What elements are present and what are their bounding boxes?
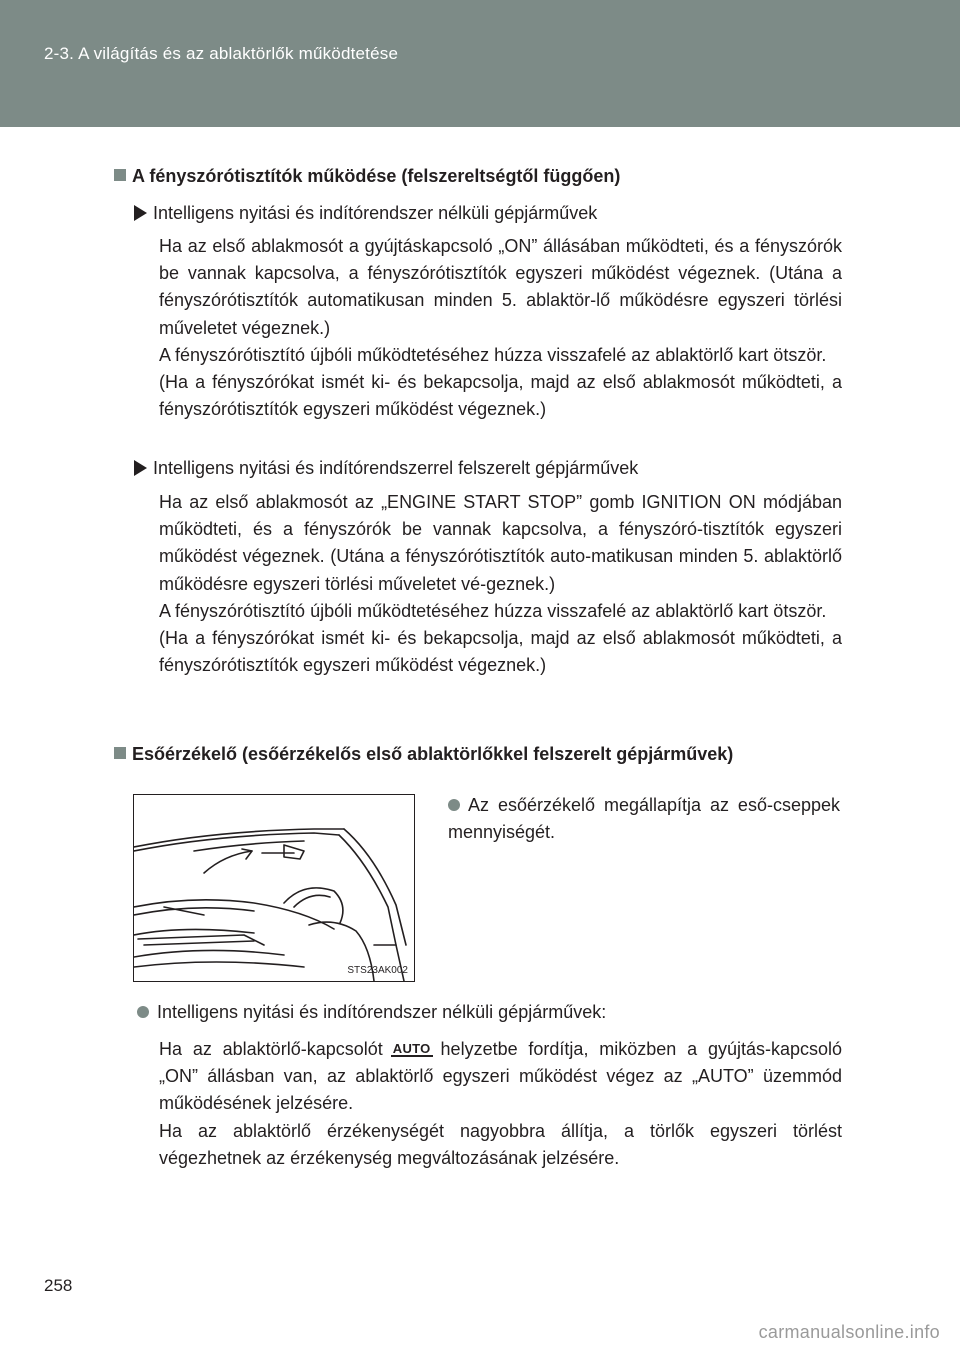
- paragraph-line: Ha az ablaktörlő érzékenységét nagyobbra állítja, a törlők egyszeri törlést végezhetnek az érzékenység megváltozásának jelzésére.: [159, 1120, 842, 1168]
- bullet-without-smart-key: [137, 999, 606, 1026]
- auto-switch-icon: AUTO: [392, 1041, 431, 1056]
- paragraph-without-smart-key: [159, 233, 842, 423]
- paragraph-line: A fényszórótisztító újbóli működtetéséhez húzza visszafelé az ablaktörlő kart ötször.: [159, 600, 827, 621]
- triangle-arrow-icon: [134, 460, 147, 476]
- subheading-without-smart-key: [134, 203, 597, 224]
- caption-text: Az esőérzékelő megállapítja az eső-cseppek mennyiségét.: [448, 795, 840, 842]
- watermark: carmanualsonline.info: [758, 1322, 940, 1342]
- figure-code: STS23AK002: [347, 965, 408, 976]
- section-title-text: A fényszórótisztítók működése (felszereltségtől függően): [132, 166, 621, 186]
- subheading-text: Intelligens nyitási és indítórendszerrel felszerelt gépjárművek: [153, 458, 639, 478]
- section-title-rain-sensor: [114, 744, 733, 765]
- subheading-text: Intelligens nyitási és indítórendszer nélküli gépjárművek: [153, 203, 598, 223]
- rain-sensor-caption: [448, 792, 840, 846]
- rain-sensor-illustration: [133, 794, 415, 982]
- bullet-heading-text: Intelligens nyitási és indítórendszer nélküli gépjárművek:: [157, 1002, 607, 1022]
- page-number: 258: [44, 1276, 73, 1295]
- section-square-icon: [114, 169, 126, 181]
- subheading-with-smart-key: [134, 458, 638, 479]
- paragraph-line: A fényszórótisztító újbóli működtetéséhez húzza visszafelé az ablaktörlő kart ötször.: [159, 344, 827, 365]
- bullet-dot-icon: [448, 799, 460, 811]
- paragraph-line: (Ha a fényszórókat ismét ki- és bekapcsolja, majd az első ablakmosót működteti, a fényszórótisztítók egyszeri működést végeznek.): [159, 628, 842, 676]
- paragraph-line: Ha az első ablakmosót a gyújtáskapcsoló „ON” állásában működteti, és a fényszórók be vannak kapcsolva, a fényszórótisztítók egyszeri működést végeznek. (Utána a fényszórótisztítók automatikusan minden 5. ablaktör-lő működésre egyszeri törlési műveletet végeznek.): [159, 236, 842, 338]
- paragraph-line: (Ha a fényszórókat ismét ki- és bekapcsolja, majd az első ablakmosót működteti, a fényszórótisztítók egyszeri működést végeznek.): [159, 372, 842, 420]
- windshield-drawing: [134, 795, 414, 981]
- bullet-dot-icon: [137, 1006, 149, 1018]
- paragraph-with-smart-key: [159, 489, 842, 679]
- triangle-arrow-icon: [134, 205, 147, 221]
- section-square-icon: [114, 747, 126, 759]
- text-after-icon: helyzetbe fordítja, miközben a gyújtás-kapcsoló „ON” állásban van, az ablaktörlő egyszeri működést végez az „AUTO” üzemmód működésének jelzésére.: [159, 1039, 843, 1114]
- page-header: [0, 0, 960, 127]
- paragraph-line: Ha az első ablakmosót az „ENGINE START STOP” gomb IGNITION ON módjában működteti, és a fényszórók be vannak kapcsolva, a fényszóró-tisztítók egyszeri működést végeznek. (Utána a fényszórótisztítók auto-matikusan minden 5. ablaktörlő működésre egyszeri törlési műveletet vé-geznek.): [159, 492, 842, 594]
- breadcrumb: 2-3. A világítás és az ablaktörlők működtetése: [44, 44, 399, 63]
- text-before-icon: Ha az ablaktörlő-kapcsolót: [159, 1039, 383, 1059]
- section-title-headlight-cleaners: [114, 166, 620, 187]
- paragraph-line: [159, 1036, 842, 1118]
- section-title-text: Esőérzékelő (esőérzékelős első ablaktörlőkkel felszerelt gépjárművek): [132, 744, 734, 764]
- paragraph-auto-mode: [159, 1036, 842, 1172]
